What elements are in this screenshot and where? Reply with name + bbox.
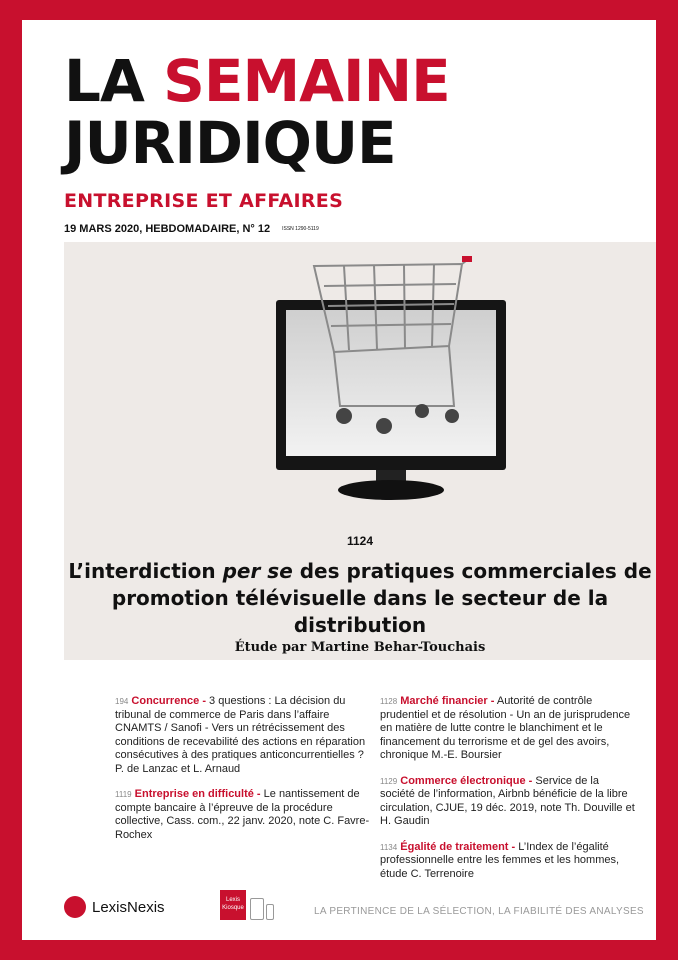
cover-page xyxy=(22,20,656,940)
headline-italic: per se xyxy=(222,559,293,583)
kiosque-line1: Lexis xyxy=(225,897,240,903)
item-heading: Marché financier - xyxy=(400,695,495,707)
item-heading: Égalité de traitement - xyxy=(400,840,516,853)
item-number: 1134 xyxy=(380,842,398,852)
headline-part-2: des pratiques commerciales de promotion télévisuelle dans le secteur de la distribution xyxy=(111,559,652,637)
lexis-kiosque-badge[interactable] xyxy=(220,890,274,920)
contents-item[interactable] xyxy=(380,695,635,763)
item-heading: Entreprise en difficulté - xyxy=(134,788,261,800)
issn: ISSN 1290-5119 xyxy=(282,226,319,233)
cart-wheel-front-left xyxy=(336,408,352,424)
item-text: Le nantissement de compte bancaire à l’épreuve de la procédure collective, Cass. com., 22 janv. 2020, note C. Favre-Rochex xyxy=(115,788,370,841)
lexisnexis-wordmark: LexisNexis xyxy=(92,898,165,916)
cart-wheel-back-left xyxy=(415,404,429,418)
footer-tagline: LA PERTINENCE DE LA SÉLECTION, LA FIABILITÉ DES ANALYSES xyxy=(314,906,644,917)
lexisnexis-knight-icon xyxy=(64,896,86,918)
lexisnexis-logo[interactable] xyxy=(64,896,165,918)
feature-byline: Étude par Martine Behar-Touchais xyxy=(234,640,486,655)
masthead-subtitle: ENTREPRISE ET AFFAIRES xyxy=(64,190,344,212)
item-number: 1128 xyxy=(380,697,398,706)
contents-right-column xyxy=(380,695,635,893)
cart-wheel-front-right xyxy=(376,418,392,434)
item-text: Autorité de contrôle prudentiel et de résolution - Un an de jurisprudence en matière de lutte contre le blanchiment et le financement du terrorisme et de gel des avoirs, chronique M.-E. Boursier xyxy=(380,695,631,761)
tablet-icon xyxy=(250,898,264,920)
contents-item[interactable] xyxy=(115,788,370,842)
contents-item[interactable] xyxy=(115,695,370,776)
phone-icon xyxy=(266,904,274,920)
item-text: L’Index de l’égalité professionnelle entre les femmes et les hommes, étude C. Terrenoire xyxy=(380,840,620,880)
item-heading: Concurrence - xyxy=(131,695,206,707)
item-number: 1129 xyxy=(380,776,398,786)
contents-left-column xyxy=(115,695,370,854)
masthead-title xyxy=(64,47,450,177)
masthead-word-semaine: SEMAINE xyxy=(163,47,450,115)
item-number: 1119 xyxy=(115,790,132,799)
feature-article-number: 1124 xyxy=(346,534,374,548)
feature-headline[interactable] xyxy=(64,558,656,639)
contents-item[interactable] xyxy=(380,841,635,882)
item-number: 194 xyxy=(115,697,129,706)
monitor-illustration xyxy=(276,300,506,485)
issue-info xyxy=(64,223,319,235)
masthead-word-la: LA xyxy=(64,47,144,115)
headline-part-1: L’interdiction xyxy=(68,559,223,583)
item-heading: Commerce électronique - xyxy=(400,774,533,787)
feature-block[interactable] xyxy=(64,242,656,660)
masthead-word-juridique: JURIDIQUE xyxy=(64,109,396,177)
kiosque-line2: Kiosque xyxy=(222,905,244,911)
cart-wheel-back-right xyxy=(445,409,459,423)
shopping-cart-icon xyxy=(304,256,472,442)
issue-date: 19 MARS 2020, HEBDOMADAIRE, N° 12 xyxy=(64,223,271,235)
monitor-base xyxy=(338,480,444,500)
cart-handle xyxy=(462,256,472,262)
item-text: 3 questions : La décision du tribunal de commerce de Paris dans l’affaire CNAMTS / Sanofi - Vers un rétrécissement des conditions de recevabilité des actions en réparation consécutives à des pratiques anticoncurrentielles ? P. de Lanzac et L. Arnaud xyxy=(115,695,366,775)
item-text: Service de la société de l’information, Airbnb bénéficie de la libre circulation, CJUE, 19 déc. 2019, note Th. Douville et H. Gaudin xyxy=(380,774,635,827)
contents-item[interactable] xyxy=(380,775,635,829)
kiosque-logo xyxy=(220,890,246,920)
